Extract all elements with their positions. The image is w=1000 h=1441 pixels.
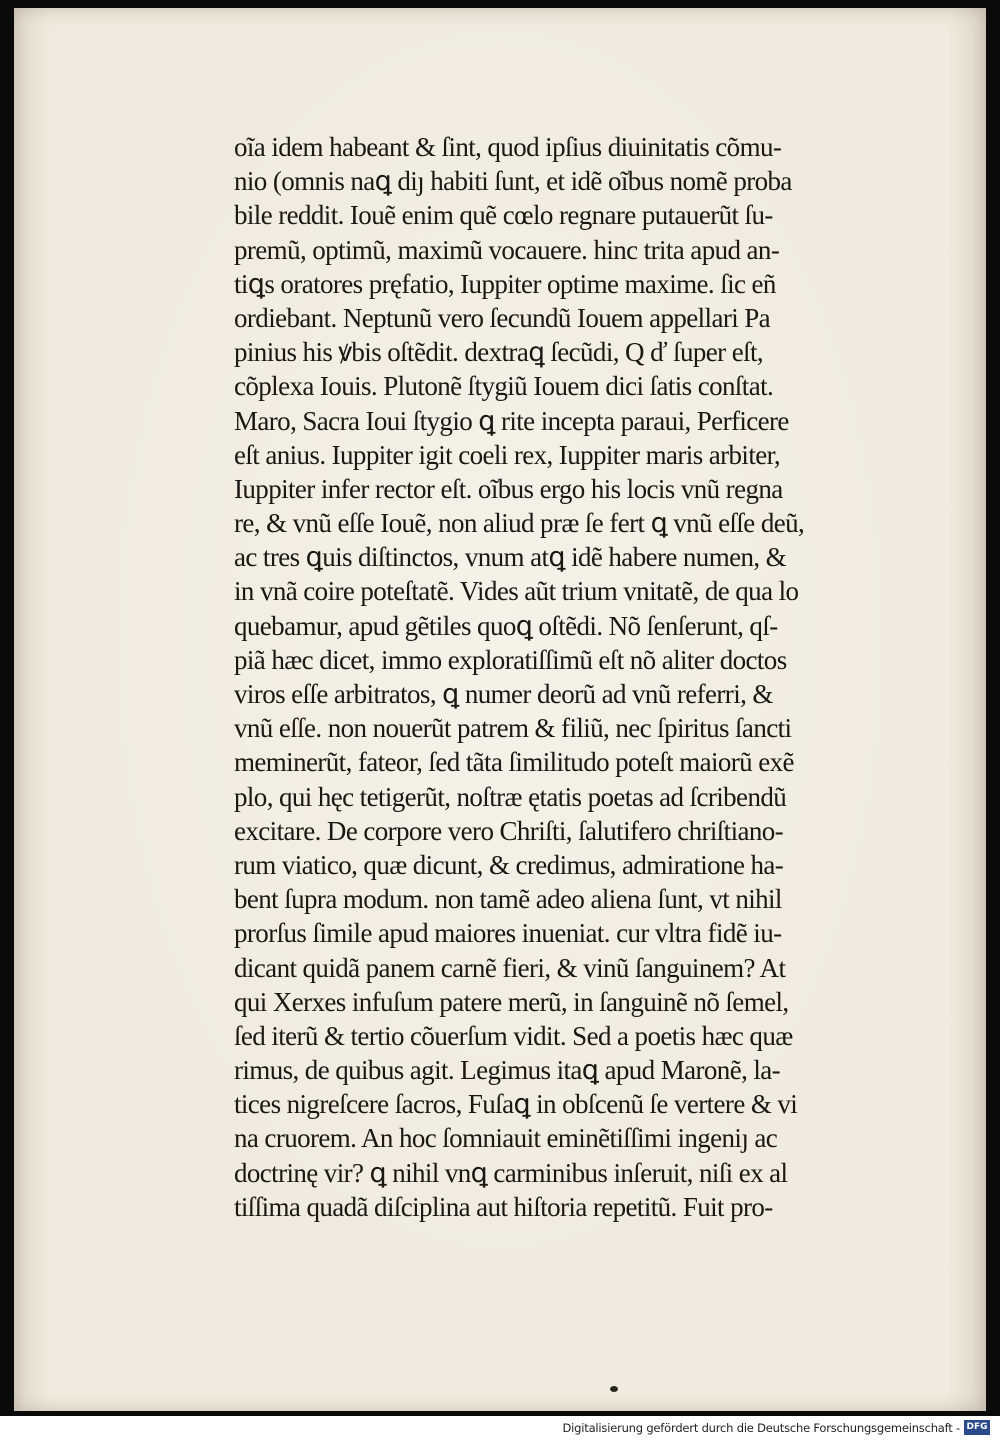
text-line-28: rimus, de quibus agit. Legimus itaꝗ apud Maronẽ, la- <box>234 1055 781 1086</box>
text-line-20: plo, qui hęc tetigerũt, noſtræ ętatis poetas ad ſcribendũ <box>234 781 787 812</box>
digitization-footer <box>0 1416 1000 1441</box>
text-line-27: ſed iterũ & tertio cõuerſum vidit. Sed a poetis hæc quæ <box>234 1020 793 1051</box>
text-line-12: re, & vnũ eſſe Iouẽ, non aliud præ ſe fert ꝗ vnũ eſſe deũ, <box>234 508 805 539</box>
text-line-30: na cruorem. An hoc ſomniauit eminẽtiſſimi ingeniȷ ac <box>234 1123 778 1154</box>
page-text-block <box>234 130 954 1224</box>
text-line-24: prorſus ſimile apud maiores inueniat. cur vltra fidẽ iu- <box>234 918 782 949</box>
dfg-logo-icon: DFG <box>964 1420 990 1435</box>
text-line-16: piã hæc dicet, immo exploratiſſimũ eſt nõ aliter doctos <box>234 644 787 675</box>
text-line-32: tiſſima quadã diſciplina aut hiſtoria repetitũ. Fuit pro- <box>234 1191 773 1222</box>
text-line-9: Maro, Sacra Ioui ſtygio ꝗ rite incepta paraui, Perficere <box>234 405 789 436</box>
text-line-11: Iuppiter infer rector eſt. oĩbus ergo his locis vnũ regna <box>234 473 783 504</box>
book-page <box>14 8 986 1411</box>
signature-mark <box>610 1386 618 1392</box>
text-line-7: pinius his ꝟbis oſtẽdit. dextraꝗ ſecũdi, Q ď ſuper eſt, <box>234 337 764 368</box>
text-line-22: rum viatico, quæ dicunt, & credimus, admiratione ha- <box>234 849 784 880</box>
text-line-17: viros eſſe arbitratos, ꝗ numer deorũ ad vnũ referri, & <box>234 679 773 709</box>
text-line-29: tices nigreſcere ſacros, Fuſaꝗ in obſcenũ ſe vertere & vi <box>234 1089 798 1120</box>
text-line-5: tiꝗs oratores pręfatio, Iuppiter optime maxime. ſic eñ <box>234 268 776 299</box>
text-line-10: eſt anius. Iuppiter igit coeli rex, Iuppiter maris arbiter, <box>234 439 781 470</box>
text-line-18: vnũ eſſe. non nouerũt patrem & filiũ, nec ſpiritus ſancti <box>234 713 792 744</box>
text-line-14: in vnã coire poteſtatẽ. Vides aũt trium vnitatẽ, de qua lo <box>234 576 799 607</box>
text-line-26: qui Xerxes infuſum patere merũ, in ſanguinẽ nõ ſemel, <box>234 986 789 1017</box>
text-line-6: ordiebant. Neptunũ vero ſecundũ Iouem appellari Pa <box>234 302 771 333</box>
text-line-2: nio (omnis naꝗ diȷ habiti ſunt, et idẽ oĩbus nomẽ proba <box>234 166 792 197</box>
text-line-15: quebamur, apud gẽtiles quoꝗ oſtẽdi. Nõ ſenſerunt, qſ- <box>234 610 778 641</box>
text-line-1: oĩa idem habeant & ſint, quod ipſius diuinitatis cõmu- <box>234 132 782 162</box>
text-line-31: doctrinę vir? ꝗ nihil vnꝗ carminibus inſeruit, niſi ex al <box>234 1157 788 1188</box>
text-line-13: ac tres ꝗuis diſtinctos, vnum atꝗ idẽ habere numen, & <box>234 542 787 573</box>
text-line-21: excitare. De corpore vero Chriſti, ſalutifero chriſtiano- <box>234 815 784 846</box>
text-line-25: dicant quidã panem carnẽ fieri, & vinũ ſanguinem? At <box>234 952 786 983</box>
text-line-3: bile reddit. Iouẽ enim quẽ cœlo regnare putauerũt ſu- <box>234 200 773 231</box>
text-line-23: bent ſupra modum. non tamẽ adeo aliena ſunt, vt nihil <box>234 884 782 915</box>
text-line-8: cõplexa Iouis. Plutonẽ ſtygiũ Iouem dici ſatis conſtat. <box>234 371 774 402</box>
footer-credit-text: Digitalisierung gefördert durch die Deutsche Forschungsgemeinschaft - <box>562 1421 960 1435</box>
text-line-19: meminerũt, fateor, ſed tãta ſimilitudo poteſt maiorũ exẽ <box>234 747 794 778</box>
text-line-4: premũ, optimũ, maximũ vocauere. hinc trita apud an- <box>234 234 780 265</box>
